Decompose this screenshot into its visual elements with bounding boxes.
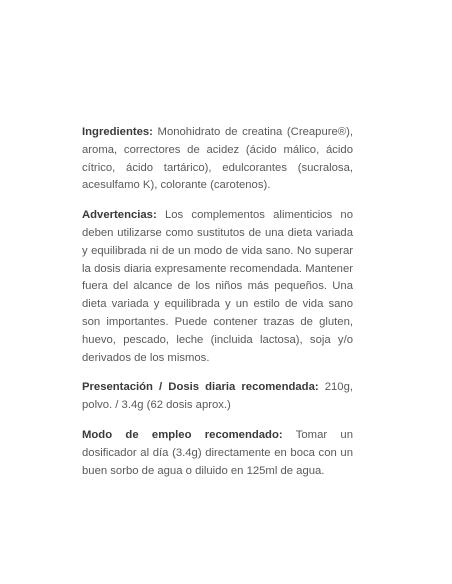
ingredients-label: Ingredientes: xyxy=(82,126,153,138)
presentation-text: 210g, polvo. / 3.4g (62 dosis aprox.) xyxy=(82,381,353,412)
warnings-text: Los complementos alimenticios no deben utilizarse como sustitutos de una dieta variada y equilibrada ni de un modo de vida sano. No superar la dosis diaria expresamente recomendada. Mantener fuera del alcance de los niños más pequeños. Una dieta variada y equilibrada y un estilo de vida sano son importantes. Puede contener trazas de gluten, huevo, pescado, leche (incluida lactosa), soja y/o derivados de los mismos. xyxy=(82,209,353,364)
presentation-label: Presentación / Dosis diaria recomendada: xyxy=(82,381,319,394)
usage-section xyxy=(82,427,353,480)
usage-text: Tomar un dosificador al día (3.4g) directamente en boca con un buen sorbo de agua o diluido en 125ml de agua. xyxy=(82,428,353,477)
product-description xyxy=(82,124,353,492)
warnings-section xyxy=(82,207,353,367)
usage-label: Modo de empleo recomendado: xyxy=(82,428,283,441)
ingredients-section xyxy=(82,124,353,195)
warnings-label: Advertencias: xyxy=(82,209,157,222)
presentation-section xyxy=(82,379,353,415)
ingredients-text: Monohidrato de creatina (Creapure®), aroma, correctores de acidez (ácido málico, ácido cítrico, ácido tartárico), edulcorantes (sucralosa, acesulfamo K), colorante (carotenos). xyxy=(82,126,353,192)
